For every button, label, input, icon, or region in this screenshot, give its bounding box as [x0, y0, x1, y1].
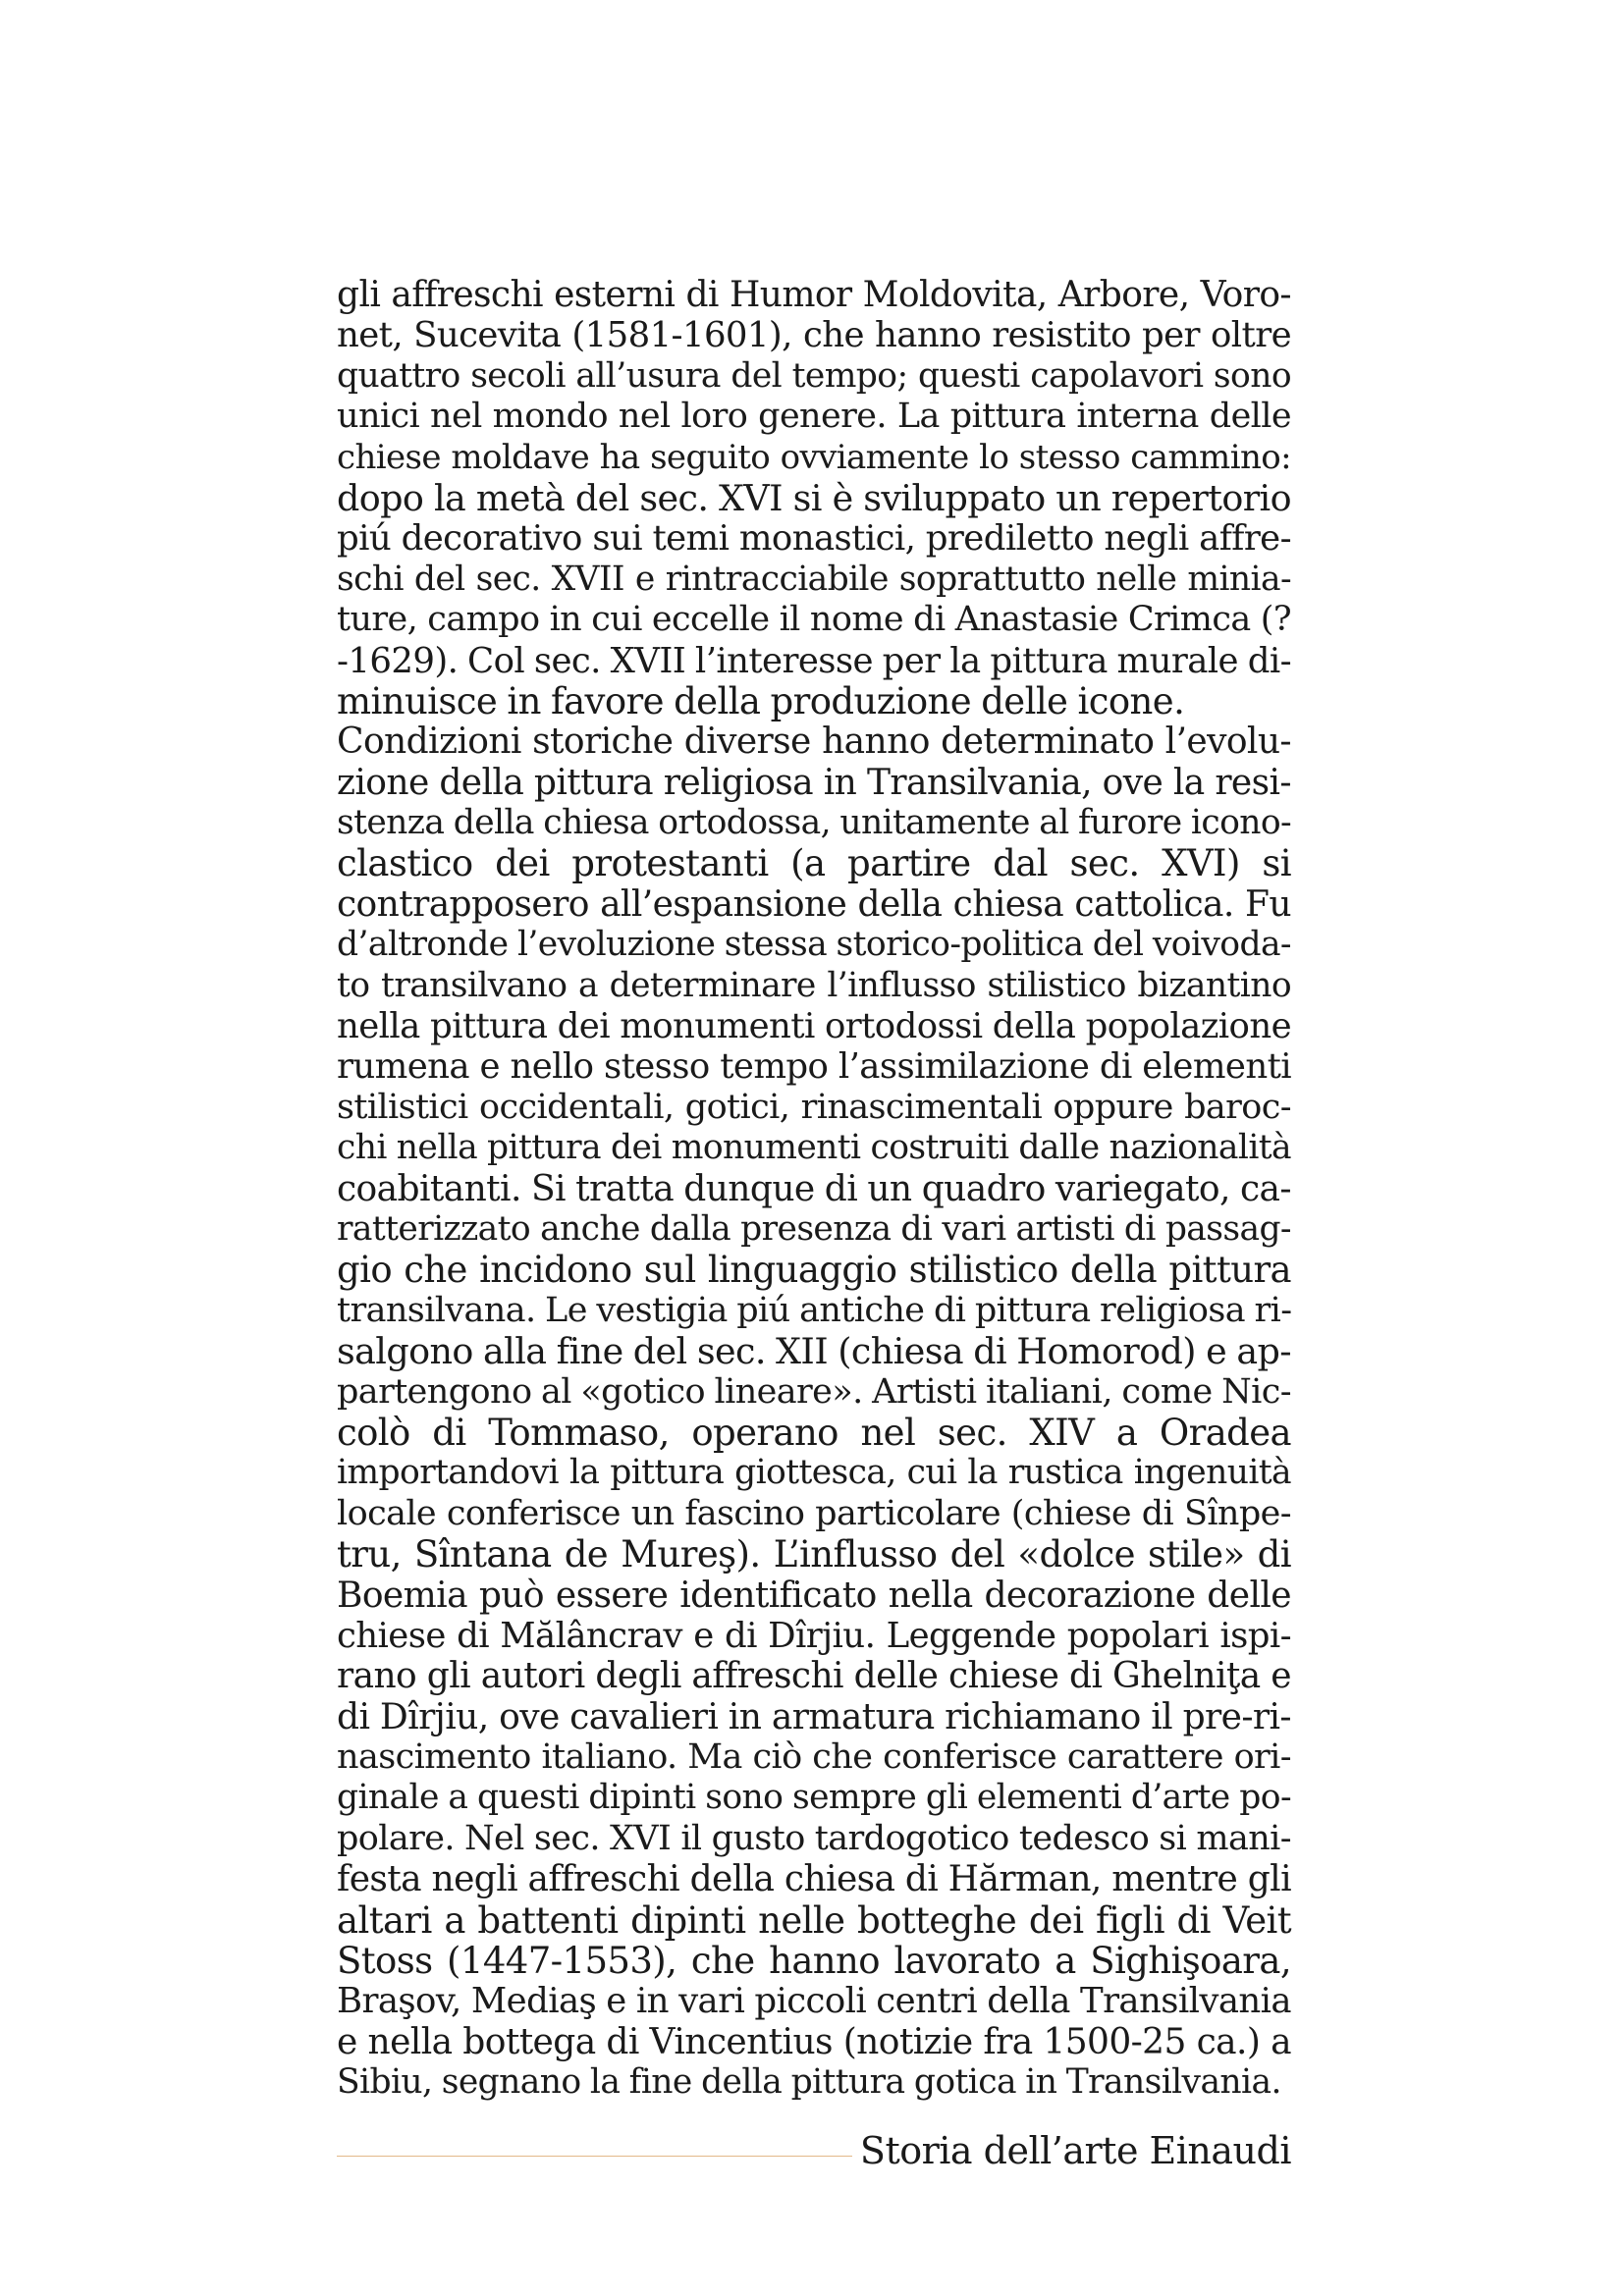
text-line: Condizioni storiche diverse hanno determinato l’evolu-: [337, 721, 1291, 763]
body-text: [337, 275, 1291, 2104]
text-line: coabitanti. Si tratta dunque di un quadro variegato, ca-: [337, 1168, 1291, 1209]
text-line: schi del sec. XVII e rintracciabile soprattutto nelle minia-: [337, 559, 1291, 599]
text-line: contrapposero all’espansione della chiesa cattolica. Fu: [337, 883, 1291, 925]
text-line: -1629). Col sec. XVII l’interesse per la pittura murale di-: [337, 640, 1291, 681]
text-line: clastico dei protestanti (a partire dal sec. XVI) si: [337, 842, 1291, 885]
text-line: net, Sucevita (1581-1601), che hanno resistito per oltre: [337, 315, 1291, 356]
text-line: chiese moldave ha seguito ovviamente lo stesso cammino:: [337, 437, 1291, 477]
footer-title: Storia dell’arte Einaudi: [859, 2129, 1291, 2172]
text-line: d’altronde l’evoluzione stessa storico-politica del voivoda-: [337, 925, 1291, 965]
text-line: stilistici occidentali, gotici, rinascimentali oppure baroc-: [337, 1087, 1291, 1127]
text-line: stenza della chiesa ortodossa, unitamente al furore icono-: [337, 803, 1292, 843]
text-line: colò di Tommaso, operano nel sec. XIV a Oradea: [337, 1411, 1291, 1454]
text-line: transilvana. Le vestigia piú antiche di pittura religiosa ri-: [337, 1290, 1292, 1330]
text-line: salgono alla fine del sec. XII (chiesa di Homorod) e ap-: [337, 1330, 1291, 1373]
text-line: nella pittura dei monumenti ortodossi della popolazione: [337, 1006, 1291, 1047]
text-line: Braşov, Mediaş e in vari piccoli centri della Transilvania: [337, 1981, 1291, 2022]
text-line: ture, campo in cui eccelle il nome di Anastasie Crimca (?: [337, 600, 1291, 640]
text-line: tru, Sîntana de Mureş). L’influsso del «dolce stile» di: [337, 1533, 1291, 1576]
text-line: importandovi la pittura giottesca, cui la rustica ingenuità: [337, 1453, 1291, 1493]
text-line: di Dîrjiu, ove cavalieri in armatura richiamano il pre-ri-: [337, 1696, 1291, 1737]
text-line: Boemia può essere identificato nella decorazione delle: [337, 1575, 1291, 1616]
text-line: rano gli autori degli affreschi delle chiese di Ghelniţa e: [337, 1656, 1291, 1697]
text-line: minuisce in favore della produzione delle icone.: [337, 679, 1185, 722]
text-line: polare. Nel sec. XVI il gusto tardogotico tedesco si mani-: [337, 1818, 1291, 1858]
text-line: ginale a questi dipinti sono sempre gli elementi d’arte po-: [337, 1778, 1291, 1818]
text-line: altari a battenti dipinti nelle botteghe dei figli di Veit: [337, 1898, 1291, 1942]
text-line: piú decorativo sui temi monastici, prediletto negli affre-: [337, 518, 1291, 560]
text-line: e nella bottega di Vincentius (notizie fra 1500-25 ca.) a: [337, 2021, 1291, 2062]
text-line: chi nella pittura dei monumenti costruiti dalle nazionalità: [337, 1128, 1291, 1168]
text-line: festa negli affreschi della chiesa di Hărman, mentre gli: [337, 1859, 1291, 1900]
text-line: nascimento italiano. Ma ciò che conferisce carattere ori-: [337, 1737, 1291, 1778]
footer-divider: [337, 2156, 852, 2157]
text-line: ratterizzato anche dalla presenza di vari artisti di passag-: [337, 1208, 1291, 1249]
text-line: to transilvano a determinare l’influsso stilistico bizantino: [337, 965, 1291, 1005]
text-line: Sibiu, segnano la fine della pittura gotica in Transilvania.: [337, 2062, 1281, 2103]
text-line: dopo la metà del sec. XVI si è sviluppato un repertorio: [337, 476, 1291, 519]
text-line: quattro secoli all’usura del tempo; questi capolavori sono: [337, 355, 1291, 396]
text-line: locale conferisce un fascino particolare (chiese di Sînpe-: [337, 1493, 1291, 1533]
text-line: unici nel mondo nel loro genere. La pittura interna delle: [337, 397, 1291, 437]
text-line: chiese di Mălâncrav e di Dîrjiu. Leggende popolari ispi-: [337, 1615, 1291, 1656]
text-line: gio che incidono sul linguaggio stilistico della pittura: [337, 1249, 1291, 1292]
text-line: gli affreschi esterni di Humor Moldovita, Arbore, Voro-: [337, 275, 1291, 315]
text-line: partengono al «gotico lineare». Artisti italiani, come Nic-: [337, 1371, 1291, 1412]
text-line: zione della pittura religiosa in Transilvania, ove la resi-: [337, 762, 1291, 803]
text-line: Stoss (1447-1553), che hanno lavorato a Sighişoara,: [337, 1940, 1291, 1983]
text-line: rumena e nello stesso tempo l’assimilazione di elementi: [337, 1046, 1291, 1088]
